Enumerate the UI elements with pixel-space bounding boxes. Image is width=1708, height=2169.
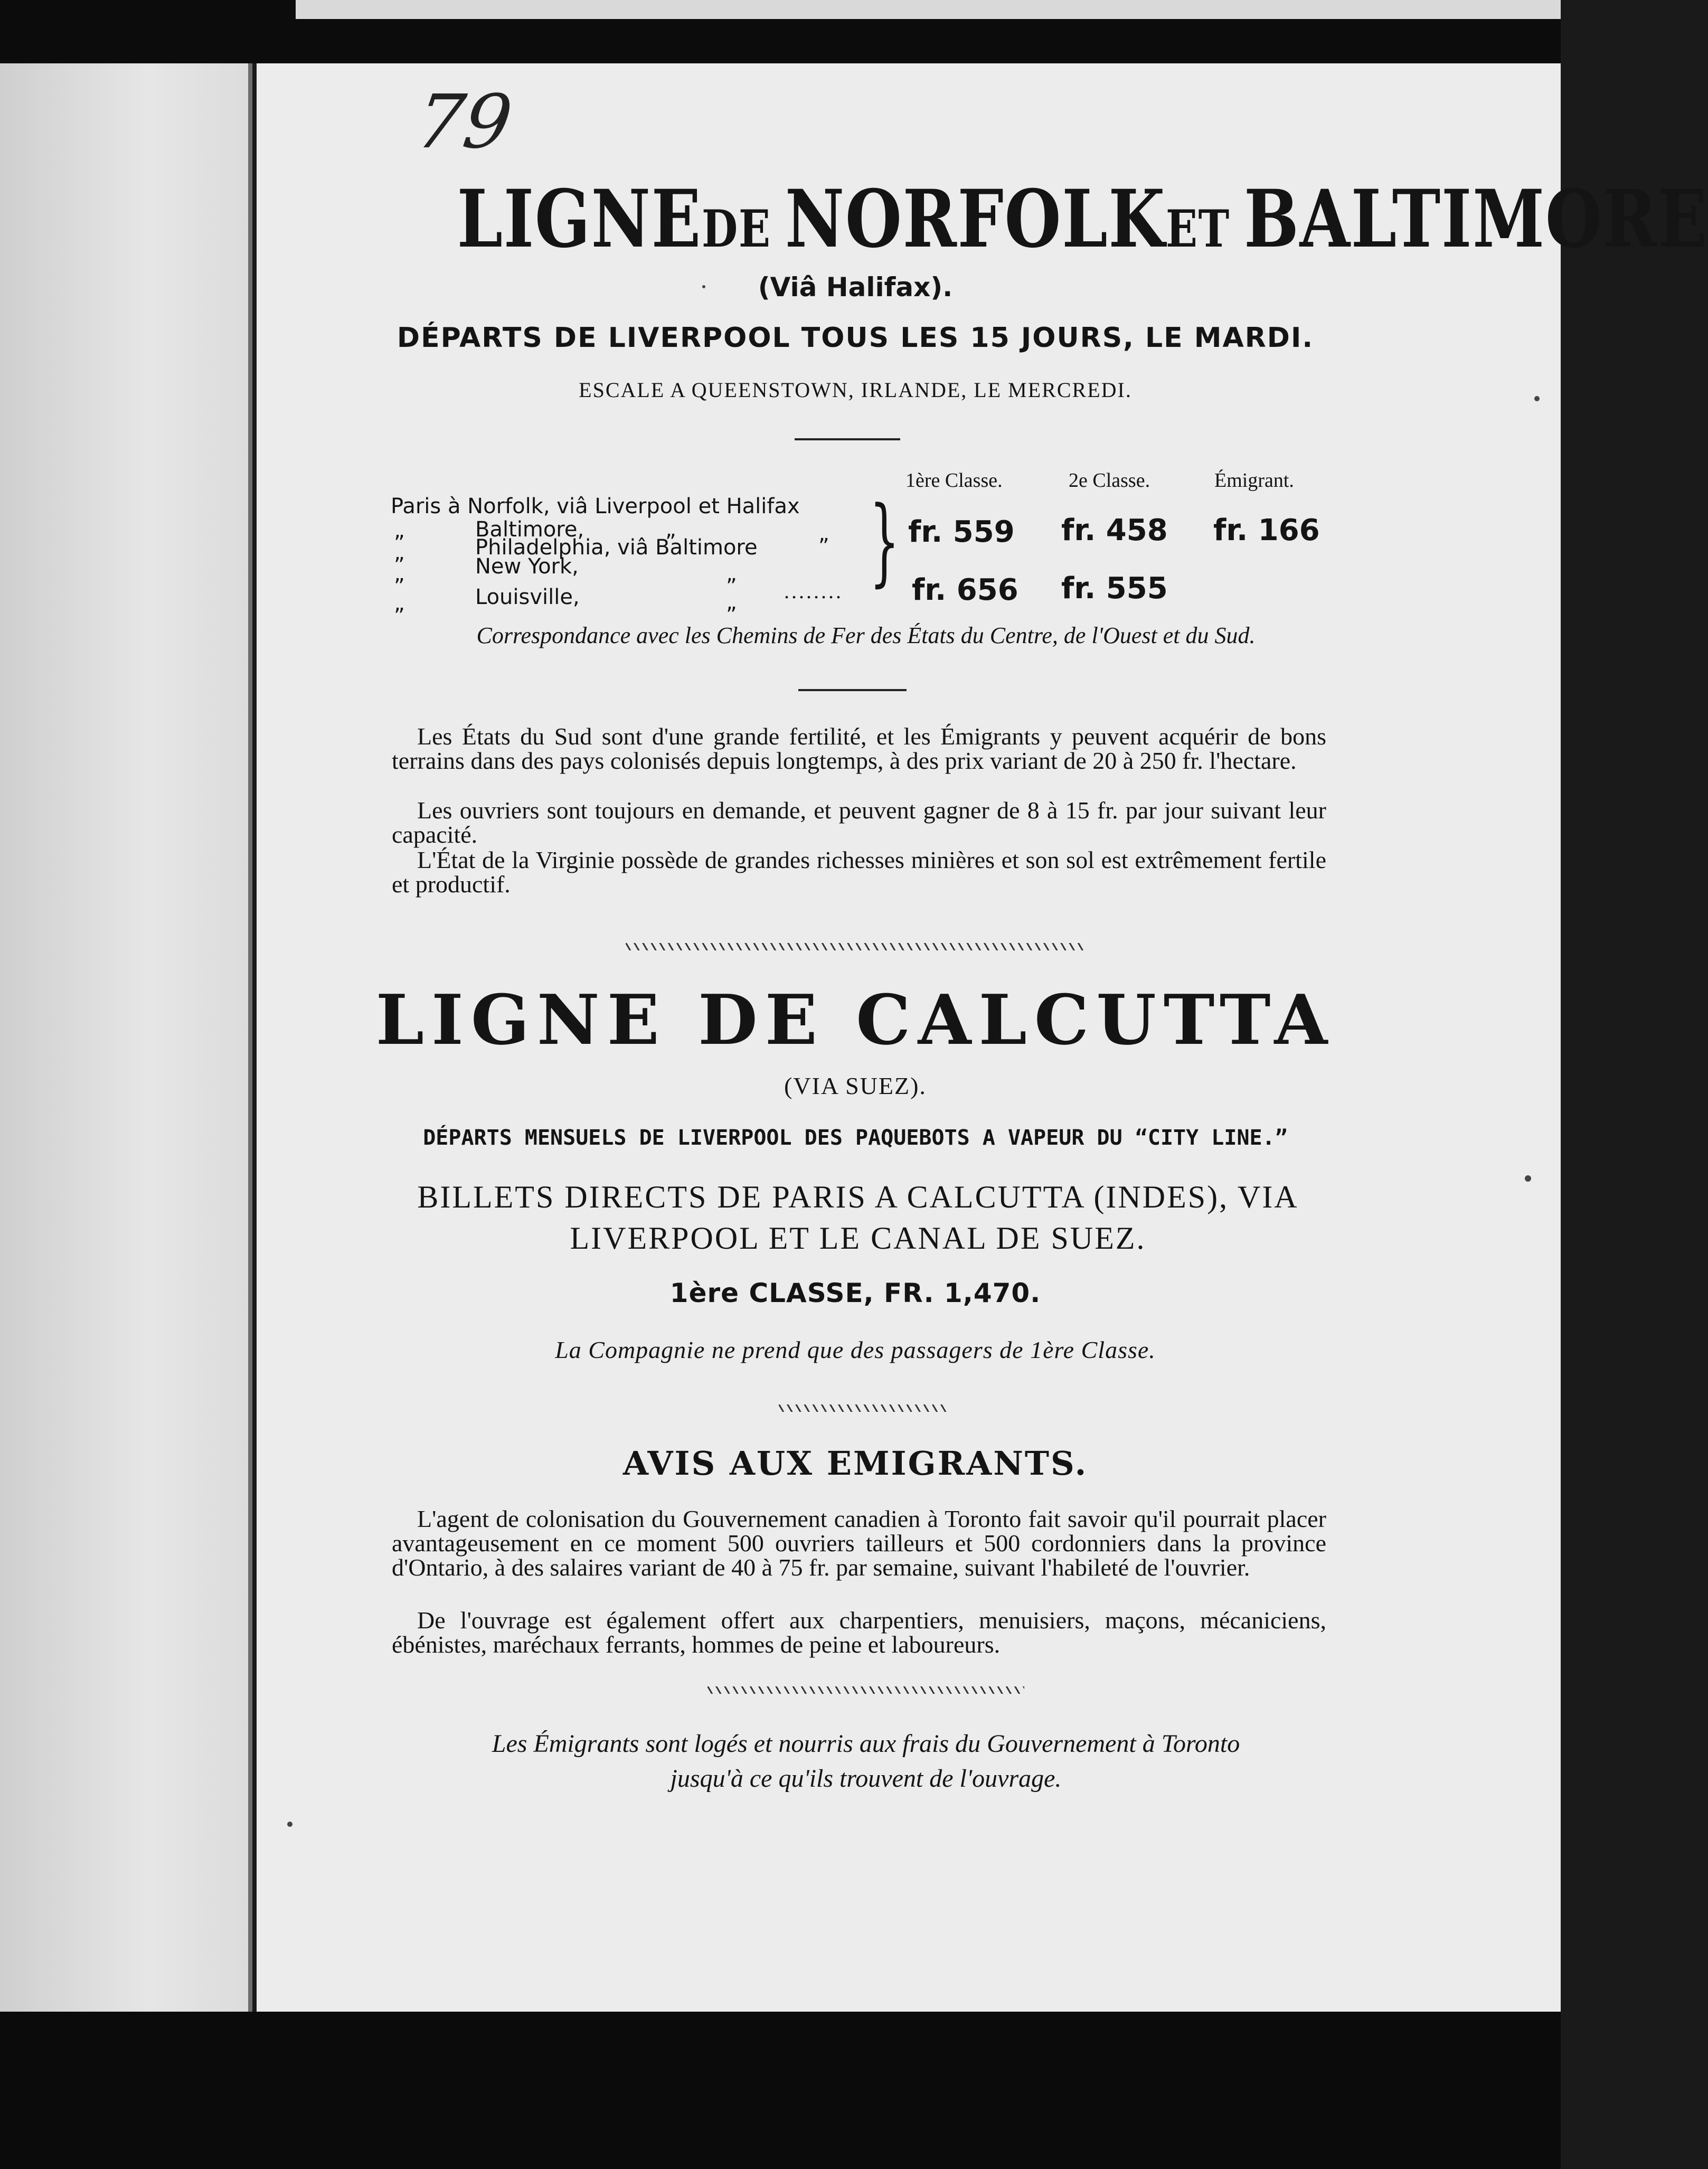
calcutta-class-price: 1ère CLASSE, FR. 1,470.: [669, 1278, 1041, 1308]
route-line: New York,: [475, 554, 579, 579]
scan-frame-bottom: [0, 2012, 1561, 2169]
ditto-mark: „: [394, 541, 405, 565]
norfolk-title: [457, 173, 1708, 274]
correspondence-note: Correspondance avec les Chemins de Fer des États du Centre, de l'Ouest et du Sud.: [476, 623, 1256, 648]
calcutta-tickets: [391, 1176, 1325, 1259]
left-facing-page: [0, 63, 248, 2012]
title-word: ET: [1165, 199, 1230, 259]
route-brace: }: [869, 486, 900, 597]
class-header-first: 1ère Classe.: [905, 469, 1003, 492]
ditto-mark: „: [726, 562, 737, 586]
route-line: Baltimore,: [475, 517, 584, 542]
footnote-line: jusqu'à ce qu'ils trouvent de l'ouvrage.: [670, 1765, 1062, 1793]
ditto-mark: „: [818, 522, 829, 546]
paragraph: Les ouvriers sont toujours en demande, et peuvent gagner de 8 à 15 fr. par jour suivant leur capacité.: [392, 797, 1326, 848]
norfolk-via: (Viâ Halifax).: [758, 272, 953, 303]
route-line: Philadelphia, viâ Baltimore: [475, 535, 758, 560]
price-second-class: fr. 458: [1061, 513, 1168, 548]
ditto-mark: „: [726, 590, 737, 615]
class-header-emigrant: Émigrant.: [1214, 469, 1294, 492]
scan-speck: [1534, 396, 1540, 401]
adjacent-page-edge: [296, 0, 1561, 19]
price-emigrant: fr. 166: [1213, 513, 1320, 548]
price-first-class: fr. 559: [908, 515, 1015, 549]
norfolk-stopover: ESCALE A QUEENSTOWN, IRLANDE, LE MERCREDI.: [579, 378, 1132, 402]
calcutta-note: La Compagnie ne prend que des passagers de 1ère Classe.: [555, 1336, 1156, 1363]
divider-rule: [795, 438, 900, 440]
calcutta-title: LIGNE DE CALCUTTA: [375, 979, 1335, 1060]
calcutta-departures: DÉPARTS MENSUELS DE LIVERPOOL DES PAQUEBOTS A VAPEUR DU “CITY LINE.”: [423, 1126, 1288, 1150]
avis-title: AVIS AUX EMIGRANTS.: [622, 1444, 1088, 1483]
route-line: Paris à Norfolk, viâ Liverpool et Halifax: [391, 494, 800, 518]
class-header-second: 2e Classe.: [1069, 469, 1150, 492]
emigrants-footnote: [391, 1727, 1341, 1796]
calcutta-via: (VIA SUEZ).: [784, 1072, 927, 1099]
handwritten-page-number: 79: [411, 79, 517, 165]
scan-speck: [1525, 1175, 1531, 1182]
price-second-class: fr. 555: [1061, 571, 1168, 606]
ditto-mark: „: [394, 591, 405, 616]
wavy-divider: [707, 1686, 1024, 1694]
ditto-mark: „: [665, 517, 676, 542]
route-line: Louisville,: [475, 585, 580, 609]
title-word: NORFOLK: [785, 173, 1166, 266]
ditto-mark: „: [394, 562, 405, 586]
title-word: DE: [702, 199, 771, 259]
ditto-mark: „: [394, 518, 405, 543]
wavy-divider: [626, 943, 1085, 950]
tickets-line: BILLETS DIRECTS DE PARIS A CALCUTTA (INDES), VIA: [417, 1180, 1299, 1214]
footnote-line: Les Émigrants sont logés et nourris aux frais du Gouvernement à Toronto: [492, 1730, 1240, 1758]
price-first-class: fr. 656: [912, 573, 1018, 607]
wavy-divider: [779, 1404, 948, 1412]
title-word: BALTIMORE: [1244, 173, 1708, 266]
title-word: LIGNE: [457, 173, 702, 266]
paragraph: Les États du Sud sont d'une grande fertilité, et les Émigrants y peuvent acquérir de bons terrains dans des pays colonisés depuis longtemps, à des prix variant de 20 à 250 fr. l'hectare.: [392, 723, 1326, 774]
leader-dots: ........: [784, 579, 843, 603]
scan-speck: [287, 1822, 292, 1827]
paragraph: De l'ouvrage est également offert aux charpentiers, menuisiers, maçons, mécaniciens, ébénistes, maréchaux ferrants, hommes de peine et laboureurs.: [392, 1607, 1326, 1658]
paragraph: L'État de la Virginie possède de grandes richesses minières et son sol est extrêmement fertile et productif.: [392, 846, 1326, 898]
divider-rule: [798, 689, 907, 691]
paragraph: L'agent de colonisation du Gouvernement canadien à Toronto fait savoir qu'il pourrait placer avantageusement en ce moment 500 ouvriers tailleurs et 500 cordonniers dans la province d'Ontario, à des salaires variant de 40 à 75 fr. par semaine, suivant l'habileté de l'ouvrier.: [392, 1505, 1326, 1581]
norfolk-departures: DÉPARTS DE LIVERPOOL TOUS LES 15 JOURS, LE MARDI.: [397, 322, 1314, 354]
tickets-line: LIVERPOOL ET LE CANAL DE SUEZ.: [570, 1221, 1146, 1256]
